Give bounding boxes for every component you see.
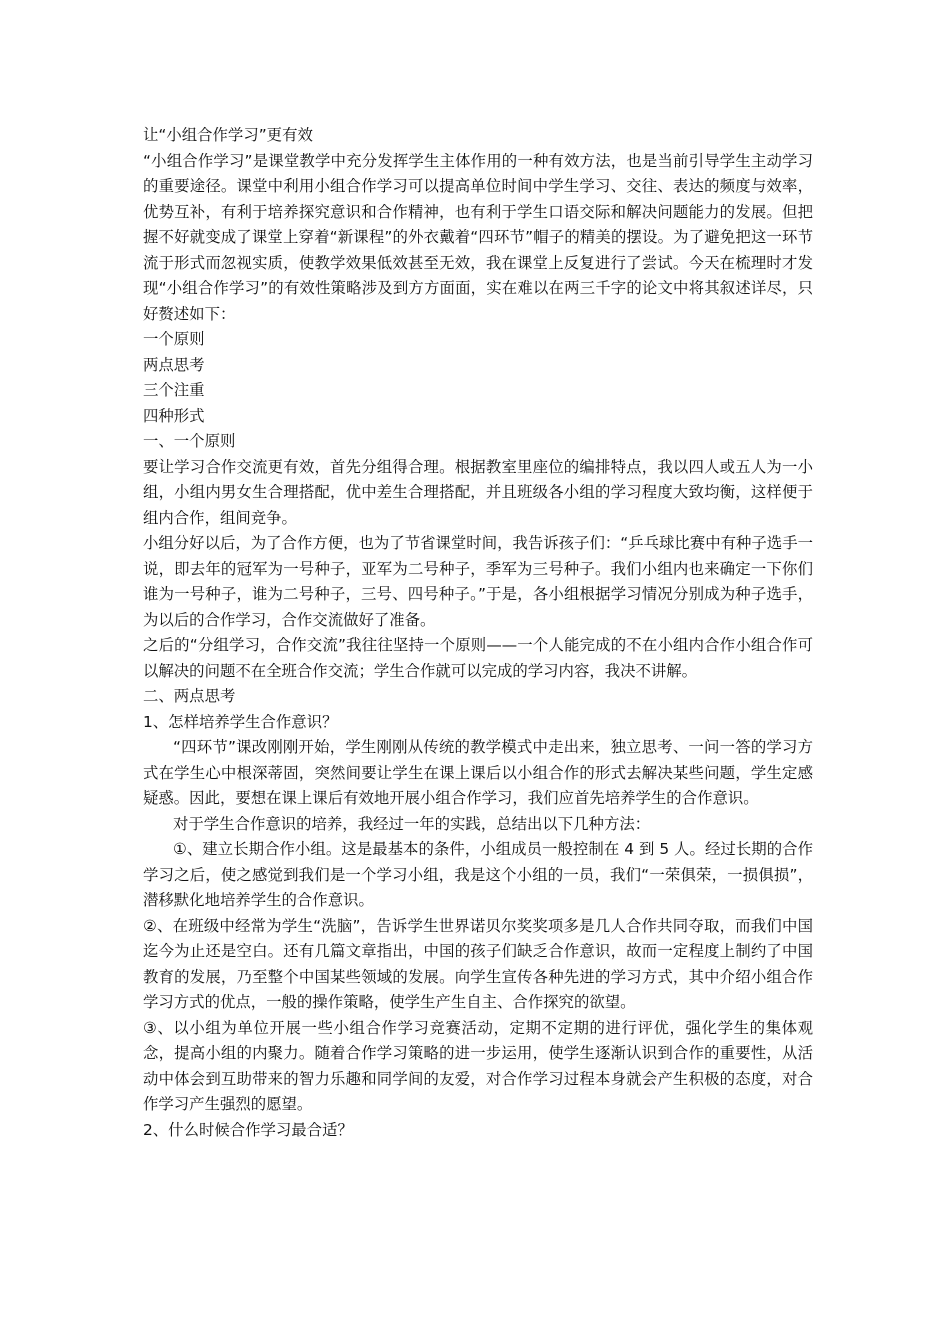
method-item: ③、以小组为单位开展一些小组合作学习竞赛活动，定期不定期的进行评优，强化学生的集体观念，提高小组的内聚力。随着合作学习策略的进一步运用，使学生逐渐认识到合作的重要性，从活动中体会到互助带来的智力乐趣和同学间的友爱，对合作学习过程本身就会产生积极的态度，对合作学习产生强烈的愿望。 [143,1018,813,1113]
section-heading: 二、两点思考 [143,687,236,705]
body-paragraph: 小组分好以后，为了合作方便，也为了节省课堂时间，我告诉孩子们：“乒乓球比赛中有种子选手一说，即去年的冠军为一号种子，亚军为二号种子，季军为三号种子。我们小组内也来确定一下你们谁为一号种子，谁为二号种子，三号、四号种子。”于是，各小组根据学习情况分别成为种子选手，为以后的合作学习，合作交流做好了准备。 [143,534,813,629]
body-paragraph: 对于学生合作意识的培养，我经过一年的实践，总结出以下几种方法： [173,814,651,833]
document-title: 让“小组合作学习”更有效 [143,126,313,144]
body-paragraph: 要让学习合作交流更有效，首先分组得合理。根据教室里座位的编排特点，我以四人或五人为一小组，小组内男女生合理搭配，优中差生合理搭配，并且班级各小组的学习程度大致均衡，这样便于组内合作，组间竞争。 [143,457,813,527]
body-paragraph: “四环节”课改刚刚开始，学生刚刚从传统的教学模式中走出来，独立思考、一问一答的学习方式在学生心中根深蒂固，突然间要让学生在课上课后以小组合作的形式去解决某些问题，学生定感疑惑。因此，要想在课上课后有效地开展小组合作学习，我们应首先培养学生的合作意识。 [143,738,813,807]
document-body [143,123,813,1143]
outline-item: 四种形式 [143,406,205,425]
sub-heading: 1、怎样培养学生合作意识？ [143,712,338,731]
body-paragraph: 之后的“分组学习，合作交流”我往往坚持一个原则——一个人能完成的不在小组内合作小组合作可以解决的问题不在全班合作交流；学生合作就可以完成的学习内容，我决不讲解。 [143,636,813,680]
sub-heading: 2、什么时候合作学习最合适？ [143,1120,353,1139]
outline-item: 三个注重 [143,381,205,399]
outline-item: 一个原则 [143,330,205,348]
intro-paragraph: “小组合作学习”是课堂教学中充分发挥学生主体作用的一种有效方法，也是当前引导学生主动学习的重要途径。课堂中利用小组合作学习可以提高单位时间中学生学习、交往、表达的频度与效率，优势互补，有利于培养探究意识和合作精神，也有利于学生口语交际和解决问题能力的发展。但把握不好就变成了课堂上穿着“新课程”的外衣戴着“四环节”帽子的精美的摆设。为了避免把这一环节流于形式而忽视实质，使教学效果低效甚至无效，我在课堂上反复进行了尝试。今天在梳理时才发现“小组合作学习”的有效性策略涉及到方方面面，实在难以在两三千字的论文中将其叙述详尽，只好赘述如下： [143,151,813,323]
section-heading: 一、一个原则 [143,432,236,450]
method-item: ②、在班级中经常为学生“洗脑”，告诉学生世界诺贝尔奖奖项多是几人合作共同夺取，而我们中国迄今为止还是空白。还有几篇文章指出，中国的孩子们缺乏合作意识，故而一定程度上制约了中国教育的发展，乃至整个中国某些领域的发展。向学生宣传各种先进的学习方式，其中介绍小组合作学习方式的优点，一般的操作策略，使学生产生自主、合作探究的欲望。 [143,916,813,1011]
outline-item: 两点思考 [143,355,205,374]
method-item: ①、建立长期合作小组。这是最基本的条件，小组成员一般控制在 4 到 5 人。经过长期的合作学习之后，使之感觉到我们是一个学习小组，我是这个小组的一员，我们“一荣俱荣，一损俱损”，潜移默化地培养学生的合作意识。 [143,840,813,909]
